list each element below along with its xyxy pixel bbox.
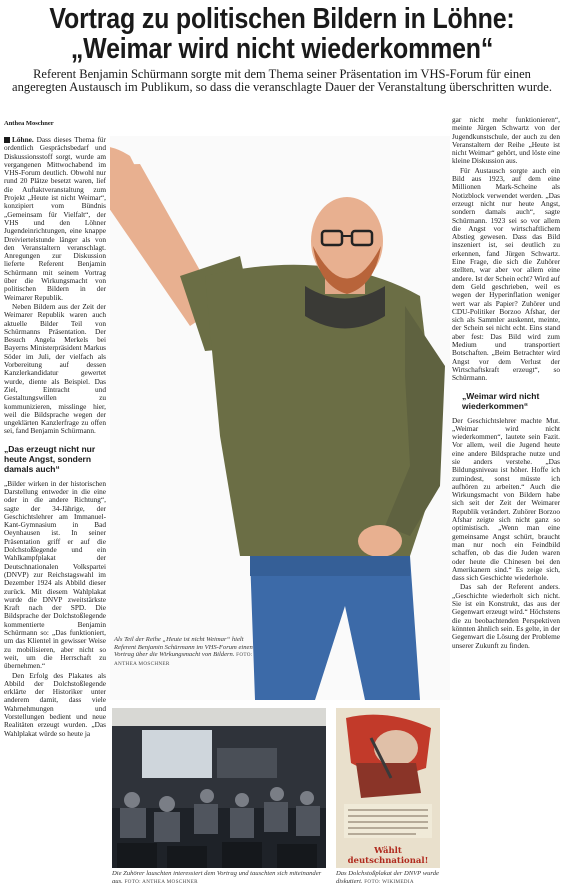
author-byline: Anthea Moschner [4,120,54,127]
paragraph: Den Erfolg des Plakates als Abbild der Dolchstoßlegende erklärte der Historiker unter anderem damit, dass viele Wahrnehmungen und Vorstellungen bedient und neue Realitäten erzeugt wurden. „Das Wahlplakat würde so heute ja [4,670,106,738]
article-column-right [452,116,560,894]
paragraph: Der Geschichtslehrer machte Mut. „Weimar wird nicht wiederkommen“, lautete sein Fazit. Vor allem, weil die Jugend heute eine andere Bildsprache nutze und sie anders verstehe. „Das Bildungsniveau ist höher. Hoffe ich zumindest, sonst müsste ich aufhören zu arbeiten.“ Auch die Wirkungsmacht von Bildern habe sich seit der Zeit der Weimarer Republik verändert. Zuhörer Borzoo Afshar zeigte sich nicht ganz so optimistisch. „Wenn man eine gemeinsame Angst schürt, braucht man nur noch ein Feindbild schaffen, ob das die Juden waren oder heute die Chinesen bei den Amerikanern sind.“ Es zeige sich, dass sich Geschichte wiederhole. [452,415,560,583]
poster-illustration [336,708,440,868]
paragraph: Für Austausch sorgte auch ein Bild aus 1923, auf dem eine Millionen Mark-Scheine als Notizblock verwendet werden. „Das erzeugt nicht nur heute Angst, sondern damals auch“, sagte Schürmann. 1923 sei so vor allem die Angst vor wirtschaftlichem Abstieg gewesen. Dass das Bild inszeniert ist, sei deutlich zu erkennen, fand Jürgen Schwartz. Eine Frage, die sich die Zuhörer stellten, war aber vor allem eine andere. Ist der Schein echt? Wird auf dem Geld geschrieben, weil es wegen der Hyperinflation weniger wert war als Papier? Zuhörer und CDU-Politiker Borzoo Afshar, der sich als Sammler auskennt, meinte, der Schein sei nicht echt. Eins stand aber fest: Das Bild wird zum Medium und transportiert Botschaften. „Beim Betrachter wird Angst vor dem Verlust der Wirtschaftskraft erzeugt“, so Schürmann. [452,165,560,383]
poster-photo [336,708,440,868]
main-photo-caption [114,636,264,668]
paragraph: Das sah der Referent anders. „Geschichte wiederholt sich nicht. Sie ist ein Konstrukt, das aus der Gegenwart erzeugt wird.“ Höchstens die zu beobachtenden Perspektiven könnten ähnlich sein. Es gelte, in der Gegenwart die Lösung der Probleme unserer Zukunft zu finden. [452,582,560,650]
subheading: „Weimar wird nicht wiederkommen“ [462,390,540,411]
article-column-left [4,136,106,894]
paragraph: „Bilder wirken in der historischen Darstellung entweder in die eine oder in die andere Richtung“, sagte der 34-Jährige, der Geschichtslehrer am Immanuel-Kant-Gymnasium in Bad Oeynhausen ist. In seiner Präsentation griff er auf die Dolchstoßlegende und ein Wahlkampfplakat der Deutschnationalen Volkspartei (DNVP) zur Reichstagswahl im Dezember 1924 als Abbild dieser zurück. Mit diesem Wahlplakat wurde die DNVP zweitstärkste Kraft nach der SPD. Die Bildsprache der Dolchstoßlegende kommentierte Benjamin Schürmann so: „Das funktioniert, um das Klientel in gewisser Weise zu mobilisieren, aber nicht so weit, um die Herrschaft zu übernehmen.“ [4,478,106,671]
paragraph: Neben Bildern aus der Zeit der Weimarer Republik waren auch aktuelle Bilder Teil von Schürmanns Präsentation. Der Besuch Angela Merkels bei Bayerns Ministerpräsident Markus Söder im Juli, der vielfach als Vorbereitung auf dessen Kanzlerkandidatur gewertet wurde, diente als Beispiel. Das Ziel, Eintracht und Gestaltungswillen zu kommunizieren, misslinge hier, weil die Bildsprache wegen der ungeklärten Kanzlerfrage zu offen sei, fand Benjamin Schürmann. [4,301,106,436]
headline [39,4,524,64]
subheading: „Das erzeugt nicht nur heute Angst, sondern damals auch“ [4,443,96,474]
bullet-square-icon [4,137,10,143]
headline-line-2: „Weimar wird nicht wiederkommen“ [70,33,494,65]
audience-illustration [112,708,326,868]
photo-credit: FOTO: ANTHEA MOSCHNER [124,878,198,885]
paragraph-text: Dass dieses Thema für ordentlich Gesprächsbedarf und Diskussionsstoff sorgt, wurde am vergangenen Mittwochabend im VHS-Forum deutlich. Obwohl nur rund 20 Plätze besetzt waren, lief die Auftaktveranstaltung zum Projekt „Heute ist nicht Weimar“, konzipiert vom Bündnis „Gemeinsam für Vielfalt“, der VHS und den Löhner Jugendeinrichtungen, eine knappe Dreiviertelstunde länger als von den Veranstaltern veranschlagt. Anregungen zur Diskussion lieferte Referent Benjamin Schürmann mit seinem Vortrag über die Wirkungsmacht von politischen Bildern in der Weimarer Republik. [4,136,106,302]
audience-photo [112,708,326,868]
caption-text: Als Teil der Reihe „Heute ist nicht Weimar“ hielt Referent Benjamin Schürmann im VHS-Forum einen Vortrag über die Wirkungsmacht von Bildern. [114,636,253,659]
poster-slogan: Wählt deutschnational! [347,846,429,866]
subtitle: Referent Benjamin Schürmann sorgte mit dem Thema seiner Präsentation im VHS-Forum für einen angeregten Austausch im Publikum, so dass die veranschlagte Dauer der Veranstaltung überschritten wurde. [12,67,552,94]
speaker-illustration [110,136,450,700]
caption-text: Die Zuhörer lauschten interessiert dem Vortrag und tauschten sich miteinander aus. [112,870,322,885]
headline-line-1: Vortrag zu politischen Bildern in Löhne: [49,3,515,35]
poster-photo-caption [336,870,446,886]
photo-credit: FOTO: WIKIMEDIA [364,878,414,885]
caption-text: Das Dolchstoßplakat der DNVP wurde diskutiert. [336,870,439,885]
photo-credit: FOTO: ANTHEA MOSCHNER [114,652,253,667]
dateline: Löhne. [12,136,34,144]
main-photo [110,136,450,700]
paragraph [4,136,106,302]
audience-photo-caption [112,870,326,886]
paragraph: gar nicht mehr funktionieren“, meinte Jürgen Schwartz von der Jugendkunstschule, der auch zu den Veranstaltern der Reihe „Heute ist nicht Weimar“ gehört, und löste eine kleine Diskussion aus. [452,116,560,166]
